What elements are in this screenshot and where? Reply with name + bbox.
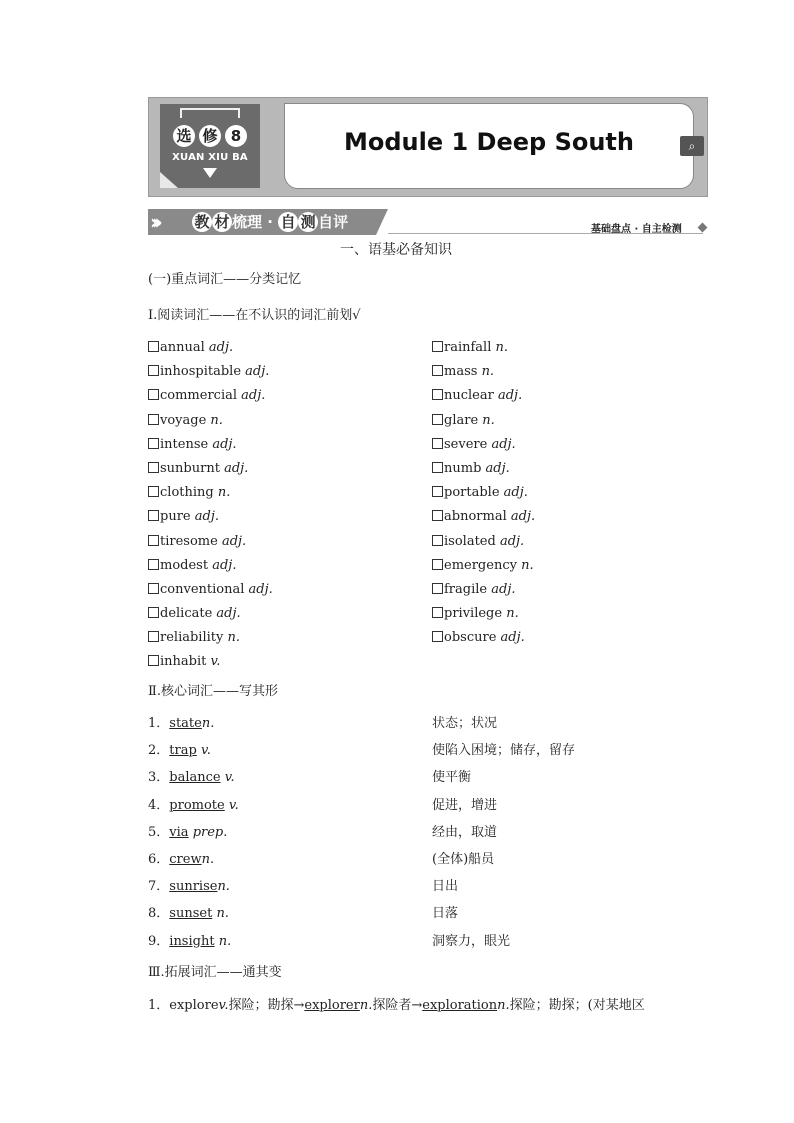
badge-number: 8 [225, 125, 247, 147]
diamond-icon [698, 223, 708, 233]
core-meaning: (全体)船员 [432, 851, 495, 867]
core-meaning: 日落 [432, 906, 459, 922]
checkbox[interactable] [432, 341, 443, 352]
checkbox[interactable] [432, 607, 443, 618]
vocab-item[interactable]: pure adj. [148, 508, 273, 532]
core-item: 9．insight n. [148, 933, 232, 949]
checkbox[interactable] [432, 486, 443, 497]
reading-heading: Ⅰ.阅读词汇——在不认识的词汇前划√ [148, 308, 361, 323]
checkbox[interactable] [148, 559, 159, 570]
vocab-item[interactable]: obscure adj. [432, 629, 535, 653]
checkbox[interactable] [148, 535, 159, 546]
vocab-item[interactable]: privilege n. [432, 605, 535, 629]
band-text-2: 自评 [318, 213, 349, 231]
checkbox[interactable] [148, 510, 159, 521]
band-right-label: 基础盘点 · 自主检测 [591, 224, 682, 235]
checkbox[interactable] [432, 365, 443, 376]
core-heading: Ⅱ.核心词汇——写其形 [148, 684, 278, 699]
section-band-title [192, 212, 348, 232]
checkbox[interactable] [148, 365, 159, 376]
checkbox[interactable] [432, 389, 443, 400]
checkbox[interactable] [148, 655, 159, 666]
page-title: Module 1 Deep South [344, 128, 634, 156]
core-item: 7．sunrisen. [148, 879, 230, 895]
checkbox[interactable] [148, 341, 159, 352]
vocab-item[interactable]: reliability n. [148, 629, 273, 653]
core-item: 8．sunset n. [148, 906, 229, 922]
checkbox[interactable] [148, 438, 159, 449]
band-char-1: 教 [192, 212, 212, 232]
checkbox[interactable] [432, 510, 443, 521]
checkbox[interactable] [432, 462, 443, 473]
checkbox[interactable] [148, 607, 159, 618]
vocab-item[interactable]: voyage n. [148, 412, 273, 436]
checkbox[interactable] [432, 438, 443, 449]
book-search-icon: ⌕ [680, 136, 704, 156]
checkbox[interactable] [148, 462, 159, 473]
vocab-item[interactable]: rainfall n. [432, 339, 535, 363]
core-item: 3．balance v. [148, 770, 235, 786]
vocab-item[interactable]: numb adj. [432, 460, 535, 484]
vocab-item[interactable]: clothing n. [148, 484, 273, 508]
vocab-item[interactable]: annual adj. [148, 339, 273, 363]
badge-frame-decoration [180, 108, 240, 118]
vocab-item[interactable]: inhabit v. [148, 653, 273, 677]
reading-right-column [432, 339, 535, 653]
expand-line: 1．explorev.探险；勘探→explorern.探险者→explorationn.探险；勘探；(对某地区 [148, 998, 645, 1013]
core-list [148, 715, 239, 960]
checkbox[interactable] [148, 486, 159, 497]
vocab-item[interactable]: abnormal adj. [432, 508, 535, 532]
checkbox[interactable] [148, 583, 159, 594]
vocab-item[interactable]: modest adj. [148, 557, 273, 581]
badge-fold-decoration [160, 172, 178, 188]
checkbox[interactable] [432, 559, 443, 570]
expand-heading: Ⅲ.拓展词汇——通其变 [148, 965, 282, 980]
chevron-right-icon: ››› [150, 210, 157, 234]
vocab-item[interactable]: portable adj. [432, 484, 535, 508]
checkbox[interactable] [432, 583, 443, 594]
checkbox[interactable] [432, 535, 443, 546]
reading-left-column [148, 339, 273, 678]
core-meaning: 日出 [432, 879, 459, 895]
core-item: 2．trap v. [148, 743, 211, 759]
core-meanings [432, 715, 575, 960]
core-item: 5．via prep. [148, 824, 228, 840]
vocab-item[interactable]: nuclear adj. [432, 387, 535, 411]
checkbox[interactable] [148, 414, 159, 425]
vocab-item[interactable]: delicate adj. [148, 605, 273, 629]
vocab-item[interactable]: commercial adj. [148, 387, 273, 411]
band-text-1: 梳理 · [232, 213, 279, 231]
checkbox[interactable] [432, 414, 443, 425]
vocab-item[interactable]: intense adj. [148, 436, 273, 460]
checkbox[interactable] [148, 631, 159, 642]
core-meaning: 使陷入困境；储存，留存 [432, 743, 576, 759]
checkbox[interactable] [432, 631, 443, 642]
badge-char-2: 修 [199, 125, 221, 147]
badge-subtitle: XUAN XIU BA [172, 152, 248, 163]
core-item: 6．crewn. [148, 851, 215, 867]
vocab-item[interactable]: fragile adj. [432, 581, 535, 605]
badge-char-1: 选 [173, 125, 195, 147]
vocab-item[interactable]: sunburnt adj. [148, 460, 273, 484]
core-meaning: 使平衡 [432, 770, 472, 786]
core-item: 4．promote v. [148, 797, 239, 813]
vocab-item[interactable]: glare n. [432, 412, 535, 436]
vocab-item[interactable]: mass n. [432, 363, 535, 387]
band-char-4: 测 [298, 212, 318, 232]
core-meaning: 经由，取道 [432, 824, 498, 840]
band-char-2: 材 [212, 212, 232, 232]
vocab-item[interactable]: tiresome adj. [148, 533, 273, 557]
vocab-item[interactable]: emergency n. [432, 557, 535, 581]
core-meaning: 促进，增进 [432, 797, 498, 813]
vocab-item[interactable]: isolated adj. [432, 533, 535, 557]
vocab-item[interactable]: inhospitable adj. [148, 363, 273, 387]
core-meaning: 状态；状况 [432, 716, 498, 731]
core-item: 1．staten. [148, 716, 215, 731]
checkbox[interactable] [148, 389, 159, 400]
band-char-3: 自 [278, 212, 298, 232]
triangle-down-icon [203, 168, 217, 178]
vocab-item[interactable]: conventional adj. [148, 581, 273, 605]
sub-title: (一)重点词汇——分类记忆 [148, 272, 302, 287]
core-meaning: 洞察力，眼光 [432, 933, 511, 949]
section-title: 一、语基必备知识 [340, 242, 452, 258]
vocab-item[interactable]: severe adj. [432, 436, 535, 460]
